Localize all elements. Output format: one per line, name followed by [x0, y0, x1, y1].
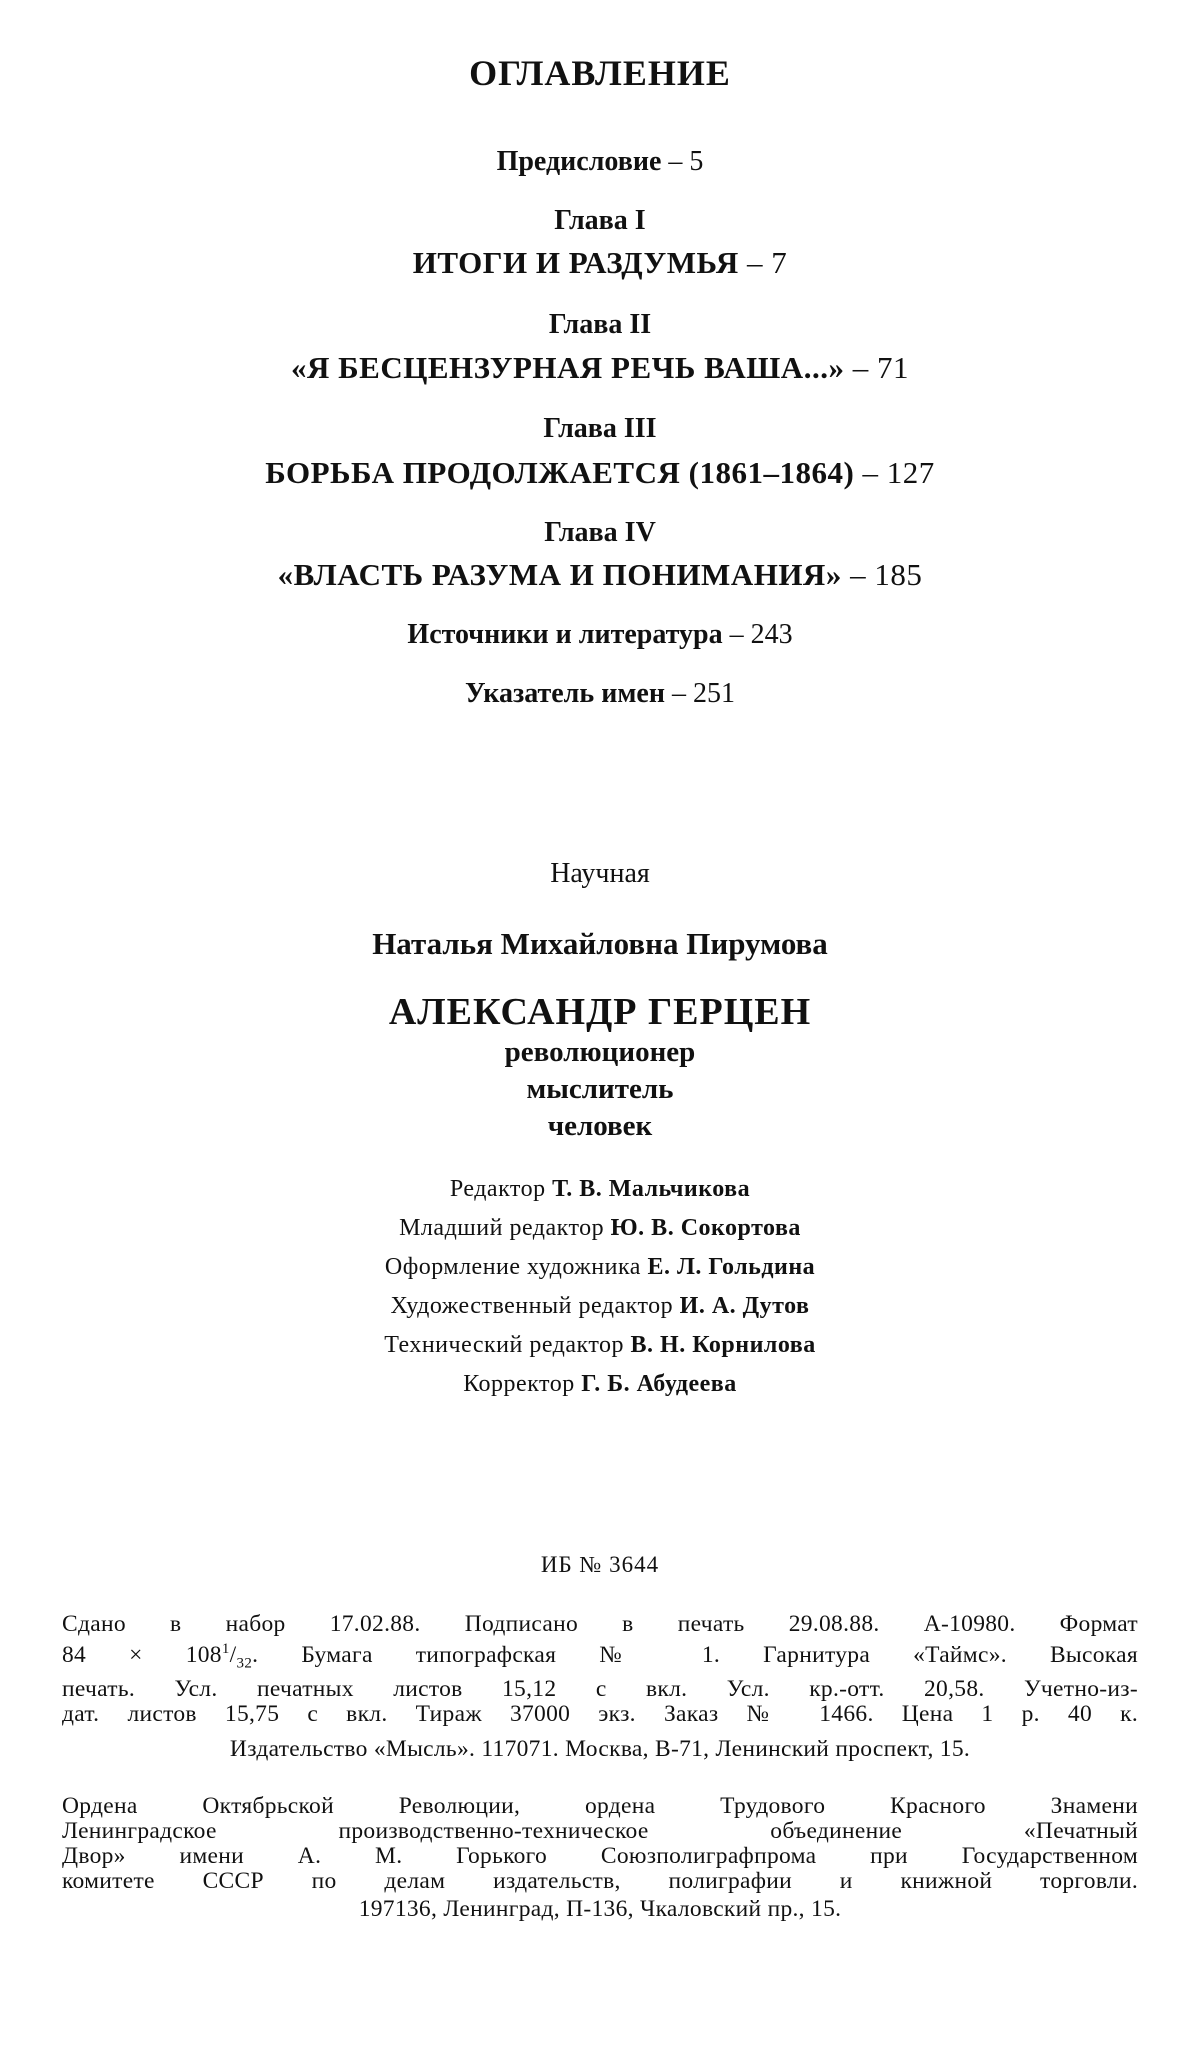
- toc-title: ОГЛАВЛЕНИЕ: [469, 53, 731, 93]
- credit-role: Технический редактор: [384, 1332, 631, 1358]
- author-name: Наталья Михайловна Пирумова: [372, 926, 828, 961]
- chapter-4-title: [0, 557, 1200, 593]
- chapter-2-heading: Глава II: [548, 309, 652, 340]
- credit-name: Е. Л. Гольдина: [647, 1254, 816, 1280]
- book-title: АЛЕКСАНДР ГЕРЦЕН: [388, 991, 812, 1033]
- chapter-1-page: – 7: [738, 245, 788, 280]
- chapter-1-heading: Глава I: [554, 205, 646, 236]
- print-details-line-1: Сдано в набор 17.02.88. Подписано в печать 29.08.88. А-10980. Формат: [62, 1611, 1138, 1637]
- format-slash: /: [229, 1641, 237, 1668]
- format-size: 84 × 108: [62, 1641, 222, 1668]
- chapter-2-page: – 71: [844, 350, 909, 385]
- subtitle-3: человек: [547, 1110, 653, 1142]
- chapter-3-heading: Глава III: [543, 413, 657, 444]
- toc-preface: [0, 146, 1200, 178]
- chapter-2-title-text: «Я БЕСЦЕНЗУРНАЯ РЕЧЬ ВАША...»: [291, 350, 845, 385]
- toc-index-page: – 251: [664, 678, 735, 709]
- credit-line: [0, 1215, 1200, 1242]
- credit-role: Младший редактор: [399, 1215, 611, 1241]
- chapter-1-title: [0, 245, 1200, 281]
- credit-name: В. Н. Корнилова: [630, 1332, 816, 1358]
- ib-number: ИБ № 3644: [540, 1552, 660, 1577]
- chapter-1-title-text: ИТОГИ И РАЗДУМЬЯ: [412, 245, 739, 280]
- credit-line: [0, 1332, 1200, 1359]
- chapter-3-title-text: БОРЬБА ПРОДОЛЖАЕТСЯ (1861–1864): [265, 455, 855, 490]
- subtitle-2: мыслитель: [526, 1073, 674, 1105]
- credit-role: Оформление художника: [384, 1254, 648, 1280]
- printer-line-1: Ордена Октябрьской Революции, ордена Трудового Красного Знамени: [62, 1793, 1138, 1819]
- credit-role: Корректор: [463, 1371, 582, 1397]
- credit-line: [0, 1176, 1200, 1203]
- chapter-3-page: – 127: [854, 455, 935, 490]
- print-details: [62, 1612, 1138, 1727]
- credit-name: И. А. Дутов: [679, 1293, 810, 1319]
- format-denominator: 32: [236, 1655, 253, 1672]
- chapter-4-page: – 185: [841, 557, 923, 592]
- toc-index: [0, 678, 1200, 710]
- toc-sources-label: Источники и литература: [407, 619, 723, 650]
- publisher-address: Издательство «Мысль». 117071. Москва, В-71, Ленинский проспект, 15.: [229, 1736, 971, 1762]
- format-numerator: 1: [221, 1641, 230, 1657]
- credit-role: Художественный редактор: [390, 1293, 680, 1319]
- print-details-line-2-rest: . Бумага типографская № 1. Гарнитура «Таймс». Высокая: [252, 1641, 1139, 1668]
- credit-name: Т. В. Мальчикова: [552, 1176, 751, 1202]
- credit-line: [0, 1293, 1200, 1320]
- toc-preface-page: – 5: [661, 146, 704, 177]
- toc-index-label: Указатель имен: [465, 678, 665, 709]
- printer-line-4: комитете СССР по делам издательств, полиграфии и книжной торговли.: [62, 1868, 1138, 1894]
- chapter-2-title: [0, 350, 1200, 386]
- chapter-3-title: [0, 455, 1200, 491]
- toc-sources: [0, 619, 1200, 651]
- printer-line-3: Двор» имени А. М. Горького Союзполиграфпрома при Государственном: [62, 1843, 1138, 1869]
- chapter-4-title-text: «ВЛАСТЬ РАЗУМА И ПОНИМАНИЯ»: [277, 557, 842, 592]
- genre-label: Научная: [550, 858, 650, 889]
- credit-line: [0, 1371, 1200, 1398]
- credit-name: Ю. В. Сокортова: [610, 1215, 801, 1241]
- print-details-line-3: печать. Усл. печатных листов 15,12 с вкл. Усл. кр.-отт. 20,58. Учетно-из-: [62, 1675, 1138, 1702]
- print-details-line-4: дат. листов 15,75 с вкл. Тираж 37000 экз. Заказ № 1466. Цена 1 р. 40 к.: [62, 1700, 1138, 1727]
- toc-sources-page: – 243: [722, 619, 793, 650]
- toc-preface-label: Предисловие: [496, 146, 662, 177]
- credit-line: [0, 1254, 1200, 1281]
- printer-details: [62, 1794, 1138, 1894]
- printer-line-2: Ленинградское производственно-техническое объединение «Печатный: [62, 1818, 1138, 1844]
- credit-name: Г. Б. Абудеева: [581, 1371, 737, 1397]
- printer-address: 197136, Ленинград, П-136, Чкаловский пр., 15.: [358, 1896, 842, 1922]
- chapter-4-heading: Глава IV: [544, 517, 656, 548]
- credit-role: Редактор: [449, 1176, 553, 1202]
- subtitle-1: революционер: [504, 1036, 696, 1068]
- print-details-line-2: [62, 1637, 1138, 1677]
